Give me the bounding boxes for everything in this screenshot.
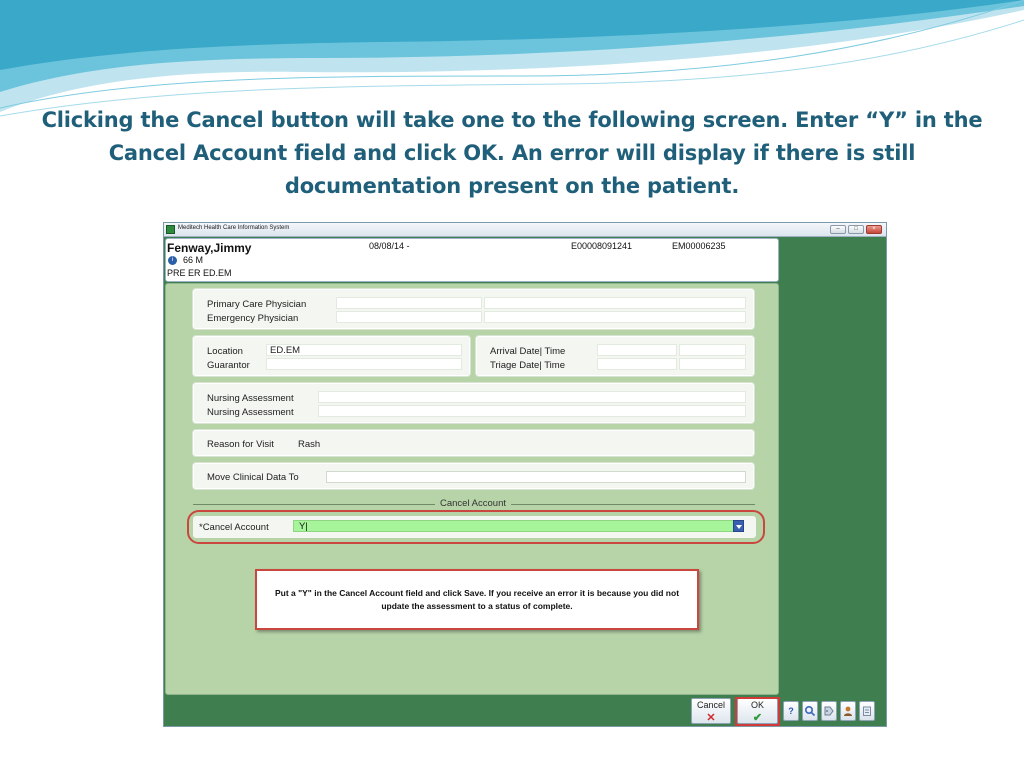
move-clinical-data-label: Move Clinical Data To xyxy=(207,472,299,483)
reason-value[interactable]: Rash xyxy=(298,439,321,450)
triage-time-field[interactable] xyxy=(679,358,746,370)
help-button[interactable]: ? xyxy=(783,701,799,721)
patient-location: PRE ER ED.EM xyxy=(167,268,232,278)
app-icon xyxy=(166,225,175,234)
cancel-account-label: *Cancel Account xyxy=(199,522,269,533)
move-clinical-data-field[interactable] xyxy=(326,471,746,483)
slide-heading: Clicking the Cancel button will take one to the following screen. Enter “Y” in the Cancel Account field and click OK. An error will display if there is still documentation present on the patient. xyxy=(41,108,983,198)
info-icon[interactable]: i xyxy=(168,256,177,265)
location-box xyxy=(192,335,471,377)
pcp-field[interactable] xyxy=(336,297,482,309)
patient-age-sex: 66 M xyxy=(183,255,204,265)
pcp-label: Primary Care Physician xyxy=(207,299,307,310)
cancel-account-field[interactable]: Y| xyxy=(293,520,744,532)
section-title: Cancel Account xyxy=(166,498,780,509)
pcp-name-field[interactable] xyxy=(484,297,746,309)
patient-header xyxy=(165,238,779,282)
unit-number: EM00006235 xyxy=(672,241,726,251)
x-icon: ✕ xyxy=(706,712,716,724)
nursing-assessment-label-2: Nursing Assessment xyxy=(207,407,294,418)
window-title: Meditech Health Care Information System xyxy=(178,225,290,231)
nursing-box xyxy=(192,382,755,424)
arrival-date-field[interactable] xyxy=(597,344,677,356)
guarantor-label: Guarantor xyxy=(207,360,250,371)
ok-button-label: OK xyxy=(750,700,764,710)
tag-icon[interactable] xyxy=(821,701,837,721)
cancel-button[interactable] xyxy=(691,698,731,724)
decorative-wave xyxy=(0,0,1024,120)
close-button[interactable]: × xyxy=(866,225,882,234)
cancel-account-highlight xyxy=(187,510,765,544)
search-icon[interactable] xyxy=(802,701,818,721)
guarantor-field[interactable] xyxy=(266,358,462,370)
triage-date-field[interactable] xyxy=(597,358,677,370)
app-window xyxy=(163,222,887,727)
nursing-assessment-field-2[interactable] xyxy=(318,405,746,417)
location-label: Location xyxy=(207,346,243,357)
instruction-callout: Put a "Y" in the Cancel Account field and click Save. If you receive an error it is because you did not update the assessment to a status of complete. xyxy=(255,569,699,630)
triage-label: Triage Date| Time xyxy=(490,360,565,371)
reason-box xyxy=(192,429,755,457)
maximize-button[interactable]: □ xyxy=(848,225,864,234)
reason-label: Reason for Visit xyxy=(207,439,274,450)
checkmark-icon: ✔ xyxy=(752,712,763,724)
emergency-physician-name-field[interactable] xyxy=(484,311,746,323)
emergency-physician-label: Emergency Physician xyxy=(207,313,299,324)
document-icon[interactable] xyxy=(859,701,875,721)
ok-button-highlight xyxy=(735,697,780,726)
location-value: ED.EM xyxy=(270,345,301,356)
move-data-box xyxy=(192,462,755,490)
minimize-button[interactable]: – xyxy=(830,225,846,234)
account-number: E00008091241 xyxy=(571,241,633,251)
nursing-assessment-field-1[interactable] xyxy=(318,391,746,403)
emergency-physician-field[interactable] xyxy=(336,311,482,323)
arrival-label: Arrival Date| Time xyxy=(490,346,566,357)
cancel-button-label: Cancel xyxy=(696,700,725,710)
nursing-assessment-label-1: Nursing Assessment xyxy=(207,393,294,404)
person-icon[interactable] xyxy=(840,701,856,721)
visit-date: 08/08/14 - xyxy=(369,241,410,251)
physician-box xyxy=(192,288,755,330)
arrival-box xyxy=(475,335,755,377)
patient-name: Fenway,Jimmy xyxy=(167,241,252,255)
arrival-time-field[interactable] xyxy=(679,344,746,356)
form-panel xyxy=(165,283,779,695)
window-titlebar xyxy=(164,223,886,237)
